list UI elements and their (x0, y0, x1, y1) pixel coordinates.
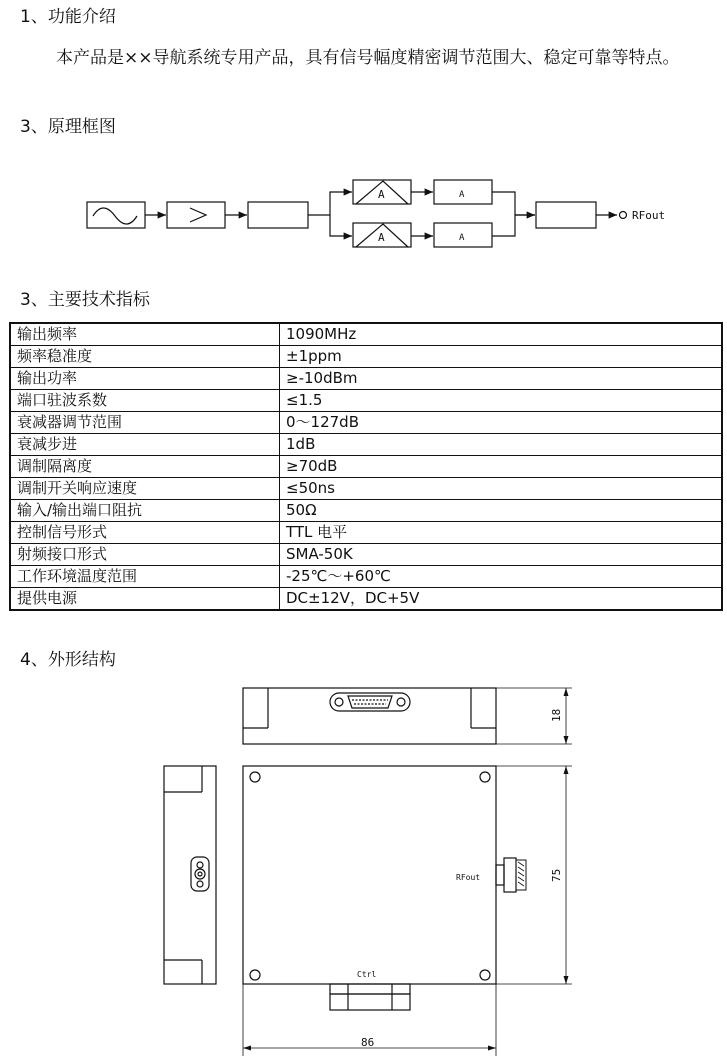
sma-connector (496, 865, 504, 885)
mount-hole-tr (480, 772, 490, 782)
intro-heading: 1、功能介绍 (20, 7, 116, 27)
amplifier-block (167, 202, 225, 228)
upper-atten-label: A (459, 190, 465, 200)
spec-name-cell: 调制开关响应速度 (10, 478, 280, 500)
spec-value-cell: ≤1.5 (280, 390, 723, 412)
dim-length-label: 75 (550, 868, 563, 882)
spec-value-cell: 1090MHz (280, 323, 723, 346)
spec-value-cell: 0～127dB (280, 412, 723, 434)
spec-name-cell: 频率稳准度 (10, 346, 280, 368)
table-row (10, 346, 722, 368)
table-row (10, 522, 722, 544)
spec-value-cell: -25℃～+60℃ (280, 566, 723, 588)
spec-name-cell: 端口驻波系数 (10, 390, 280, 412)
output-label: RFout (632, 209, 666, 222)
lower-amp-label: A (378, 231, 385, 244)
spec-value-cell: 1dB (280, 434, 723, 456)
table-row (10, 412, 722, 434)
oscillator-block (87, 202, 145, 228)
table-row (10, 456, 722, 478)
mount-hole-bl (250, 970, 260, 980)
rfout-label: RFout (456, 873, 481, 882)
spec-name-cell: 衰减器调节范围 (10, 412, 280, 434)
spec-name-cell: 射频接口形式 (10, 544, 280, 566)
dim-width-label: 86 (361, 1036, 375, 1049)
ctrl-label: Ctrl (357, 970, 377, 979)
spec-name-cell: 调制隔离度 (10, 456, 280, 478)
table-row (10, 588, 722, 611)
spec-value-cell: 50Ω (280, 500, 723, 522)
outline-heading: 4、外形结构 (20, 650, 116, 670)
splitter-block (248, 202, 308, 228)
spec-name-cell: 提供电源 (10, 588, 280, 611)
spec-value-cell: DC±12V，DC+5V (280, 588, 723, 611)
intro-text: 本产品是××导航系统专用产品，具有信号幅度精密调节范围大、稳定可靠等特点。 (56, 48, 680, 68)
spec-heading: 3、主要技术指标 (20, 290, 150, 310)
amplifier-icon (190, 208, 206, 222)
table-row (10, 434, 722, 456)
spec-value-cell: ≤50ns (280, 478, 723, 500)
lower-atten-label: A (459, 233, 465, 243)
diagram-heading: 3、原理框图 (20, 117, 116, 137)
combiner-block (536, 202, 596, 228)
output-port-icon (620, 212, 627, 219)
spec-name-cell: 输入/输出端口阻抗 (10, 500, 280, 522)
spec-value-cell: ≥70dB (280, 456, 723, 478)
table-row (10, 368, 722, 390)
spec-value-cell: TTL 电平 (280, 522, 723, 544)
intro-paragraph (20, 42, 720, 74)
mount-hole-br (480, 970, 490, 980)
spec-value-cell: ≥-10dBm (280, 368, 723, 390)
table-row (10, 478, 722, 500)
outline-drawing (0, 670, 727, 1064)
spec-name-cell: 工作环境温度范围 (10, 566, 280, 588)
spec-name-cell: 输出功率 (10, 368, 280, 390)
table-row (10, 500, 722, 522)
table-row (10, 390, 722, 412)
block-diagram (0, 170, 727, 260)
upper-amp-label: A (378, 188, 385, 201)
spec-value-cell: SMA-50K (280, 544, 723, 566)
mount-hole-tl (250, 772, 260, 782)
spec-value-cell: ±1ppm (280, 346, 723, 368)
spec-name-cell: 衰减步进 (10, 434, 280, 456)
spec-name-cell: 输出频率 (10, 323, 280, 346)
table-row (10, 566, 722, 588)
sine-wave-icon (93, 208, 137, 224)
table-row (10, 544, 722, 566)
table-row (10, 323, 722, 346)
spec-name-cell: 控制信号形式 (10, 522, 280, 544)
side-view-body (164, 766, 216, 984)
dim-height-label: 18 (550, 708, 563, 722)
spec-table (9, 322, 723, 611)
ctrl-connector (330, 984, 410, 994)
